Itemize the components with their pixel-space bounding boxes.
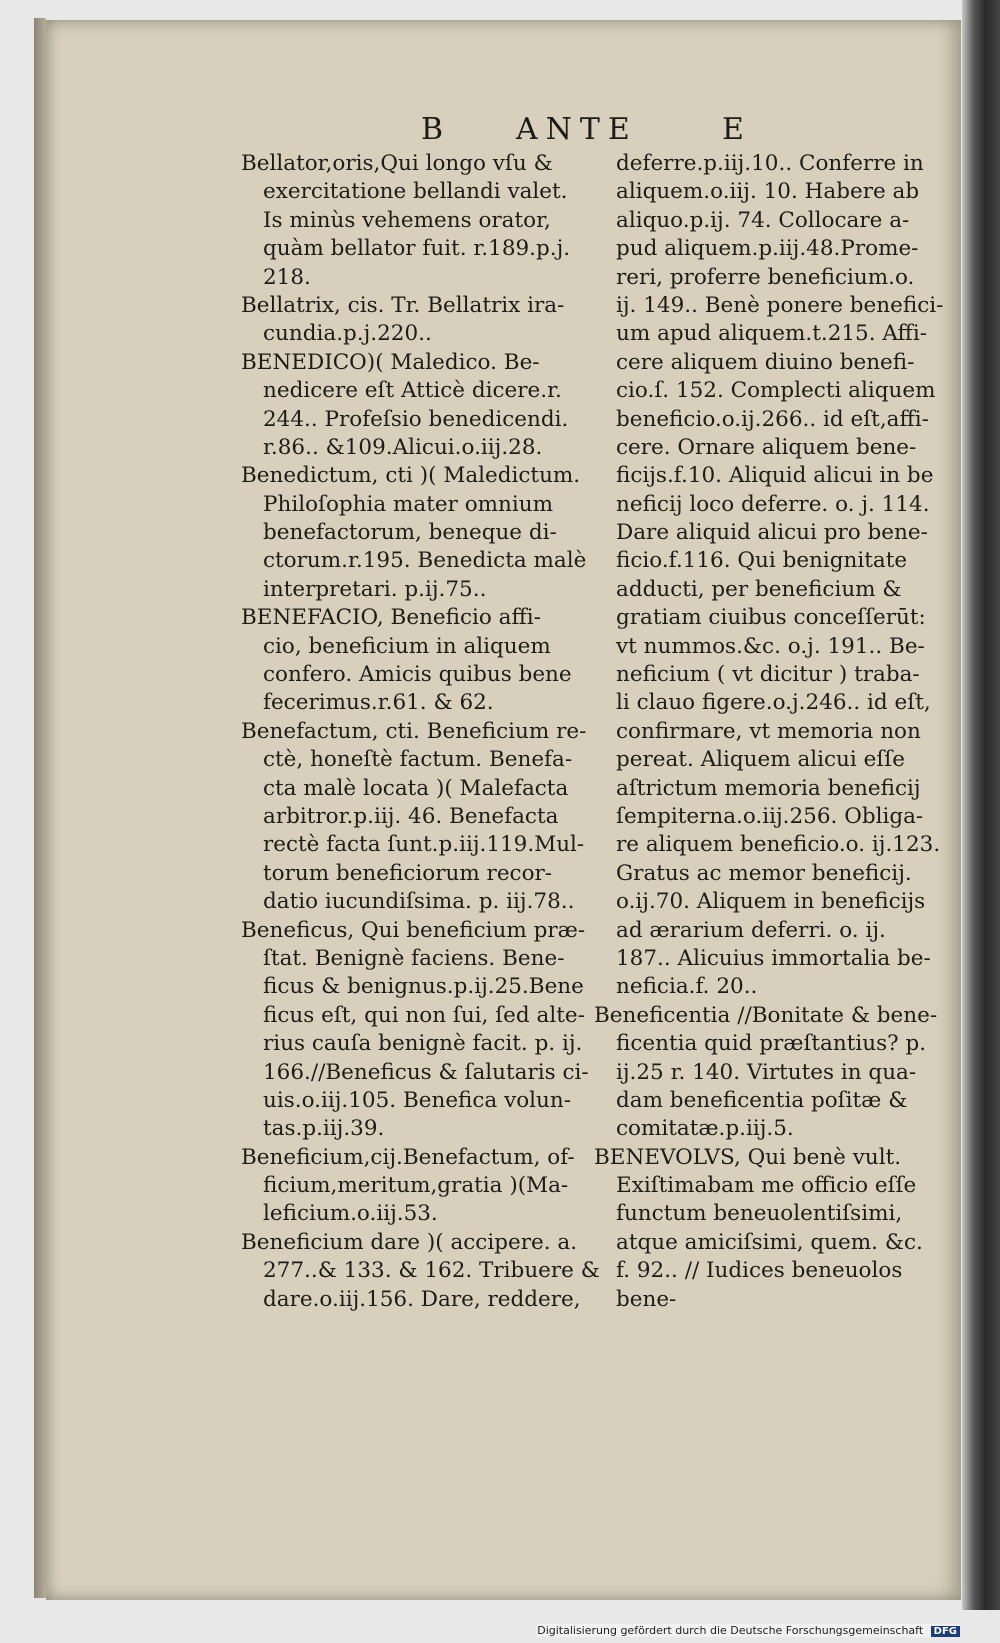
text-line: ficus eſt, qui non ſui, ſed alte- <box>263 1002 585 1028</box>
text-line: neficia.f. 20.. <box>616 974 758 1000</box>
text-line: o.ij.70. Aliquem in beneficijs <box>616 889 926 915</box>
text-line: fecerimus.r.61. & 62. <box>263 690 494 716</box>
text-line: aliquo.p.ij. 74. Collocare a- <box>616 207 910 233</box>
text-line: Bellator,oris,Qui longo vſu & <box>241 151 553 176</box>
text-line: deferre.p.iij.10.. Conferre in <box>616 151 924 176</box>
text-line: ficentia quid præſtantius? p. <box>616 1031 927 1057</box>
text-line: 277..& 133. & 162. Tribuere & <box>263 1258 600 1284</box>
text-line: Exiſtimabam me officio eſſe <box>616 1173 917 1199</box>
text-line: 166.//Beneficus & ſalutaris ci- <box>263 1059 589 1085</box>
text-line: ficio.f.116. Qui benignitate <box>616 548 908 574</box>
text-line: Gratus ac memor beneficij. <box>616 860 912 886</box>
text-line: Dare aliquid alicui pro bene- <box>616 520 928 546</box>
text-line: cere aliquem diuino benefi- <box>616 349 915 375</box>
right-column <box>594 150 954 1314</box>
text-line: beneficio.o.ij.266.. id eſt,affi- <box>616 406 929 432</box>
text-line: exercitatione bellandi valet. <box>263 179 568 205</box>
text-line: datio iucundiſsima. p. iij.78.. <box>263 889 575 915</box>
text-line: Philoſophia mater omnium <box>263 491 554 517</box>
text-line: li clauo figere.o.j.246.. id eſt, <box>616 690 931 716</box>
text-line: atque amiciſsimi, quem. &c. <box>616 1229 923 1255</box>
text-line: nedicere eſt Atticè dicere.r. <box>263 378 562 404</box>
text-line: arbitror.p.iij. 46. Benefacta <box>263 803 559 829</box>
text-line: uis.o.iij.105. Benefica volun- <box>263 1087 572 1113</box>
text-line: pud aliquem.p.iij.48.Prome- <box>616 236 919 262</box>
text-line: cundia.p.j.220.. <box>263 321 432 347</box>
text-line: bene- <box>616 1286 677 1312</box>
text-line: aſtrictum memoria beneficij <box>616 775 921 801</box>
text-line: cio.ſ. 152. Complecti aliquem <box>616 378 936 404</box>
text-line: BENEVOLVS, Qui benè vult. <box>594 1144 902 1170</box>
text-line: Beneficus, Qui beneficium præ- <box>241 917 586 943</box>
text-line: dare.o.iij.156. Dare, reddere, <box>263 1286 581 1312</box>
text-line: um apud aliquem.t.215. Affi- <box>616 321 927 347</box>
dfg-logo: DFG <box>931 1626 960 1637</box>
text-line: 244.. Profeſsio benedicendi. <box>263 406 569 432</box>
text-line: Bellatrix, cis. Tr. Bellatrix ira- <box>241 292 565 318</box>
text-line: ij. 149.. Benè ponere benefici- <box>616 292 944 318</box>
text-line: confirmare, vt memoria non <box>616 718 921 744</box>
header-left: B <box>421 112 446 147</box>
text-line: adducti, per beneficium & <box>616 576 902 602</box>
text-line: Beneficium,cij.Benefactum, of- <box>241 1144 575 1170</box>
text-line: reri, proferre beneficium.o. <box>616 264 915 290</box>
text-line: neficij loco deferre. o. j. 114. <box>616 491 930 517</box>
text-line: aliquem.o.iij. 10. Habere ab <box>616 179 920 205</box>
footer-text: Digitalisierung gefördert durch die Deutsche Forschungsgemeinschaft <box>537 1624 924 1637</box>
book-edge <box>962 0 1000 1610</box>
text-line: re aliquem beneficio.o. ij.123. <box>616 832 941 858</box>
text-line: cere. Ornare aliquem bene- <box>616 434 917 460</box>
text-line: interpretari. p.ij.75.. <box>263 576 487 602</box>
text-line: ſtat. Benignè faciens. Bene- <box>263 945 565 971</box>
text-line: functum beneuolentiſsimi, <box>616 1201 903 1227</box>
text-line: r.86.. &109.Alicui.o.iij.28. <box>263 434 543 460</box>
text-line: tas.p.iij.39. <box>263 1116 385 1142</box>
text-line: Benefactum, cti. Beneficium re- <box>241 718 587 744</box>
text-line: cta malè locata )( Malefacta <box>263 775 569 801</box>
text-line: 187.. Alicuius immortalia be- <box>616 945 931 971</box>
left-column <box>241 150 606 1314</box>
text-line: BENEDICO)( Maledico. Be- <box>241 349 540 375</box>
page-gutter <box>34 18 46 1598</box>
text-line: quàm bellator fuit. r.189.p.j. <box>263 236 571 262</box>
text-line: confero. Amicis quibus bene <box>263 662 572 688</box>
text-line: rectè facta ſunt.p.iij.119.Mul- <box>263 832 585 858</box>
text-line: cio, beneficium in aliquem <box>263 633 551 659</box>
text-line: neficium ( vt dicitur ) traba- <box>616 662 920 688</box>
text-line: ficijs.f.10. Aliquid alicui in be <box>616 463 934 489</box>
text-line: pereat. Aliquem alicui eſſe <box>616 747 905 773</box>
text-line: leficium.o.iij.53. <box>263 1201 438 1227</box>
text-line: ad ærarium deferri. o. ij. <box>616 917 886 943</box>
header-center: ANTE <box>516 112 638 147</box>
text-line: comitatæ.p.iij.5. <box>616 1116 794 1142</box>
text-line: Is minùs vehemens orator, <box>263 207 551 233</box>
text-line: 218. <box>263 264 311 290</box>
text-line: ſempiterna.o.iij.256. Obliga- <box>616 803 924 829</box>
text-line: Benedictum, cti )( Maledictum. <box>241 463 581 489</box>
text-line: benefactorum, beneque di- <box>263 520 557 546</box>
text-line: gratiam ciuibus conceſſerūt: <box>616 605 926 631</box>
text-line: ficus & benignus.p.ij.25.Bene <box>263 974 584 1000</box>
text-line: vt nummos.&c. o.j. 191.. Be- <box>616 633 925 659</box>
text-line: ctè, honeſtè factum. Benefa- <box>263 747 573 773</box>
text-line: ctorum.r.195. Benedicta malè <box>263 548 587 574</box>
running-header <box>46 112 961 152</box>
text-line: BENEFACIO, Beneficio affi- <box>241 605 541 631</box>
book-page <box>46 20 961 1600</box>
text-line: ij.25 r. 140. Virtutes in qua- <box>616 1059 917 1085</box>
footer-credit <box>537 1624 960 1637</box>
text-line: ficium,meritum,gratia )(Ma- <box>263 1173 569 1199</box>
text-line: torum beneficiorum recor- <box>263 860 553 886</box>
text-line: dam beneficentia poſitæ & <box>616 1087 908 1113</box>
text-line: f. 92.. // Iudices beneuolos <box>616 1258 903 1284</box>
text-line: Beneficentia //Bonitate & bene- <box>594 1002 938 1028</box>
text-line: Beneficium dare )( accipere. a. <box>241 1229 578 1255</box>
header-right: E <box>722 112 746 147</box>
text-line: rius cauſa benignè facit. p. ij. <box>263 1031 583 1057</box>
